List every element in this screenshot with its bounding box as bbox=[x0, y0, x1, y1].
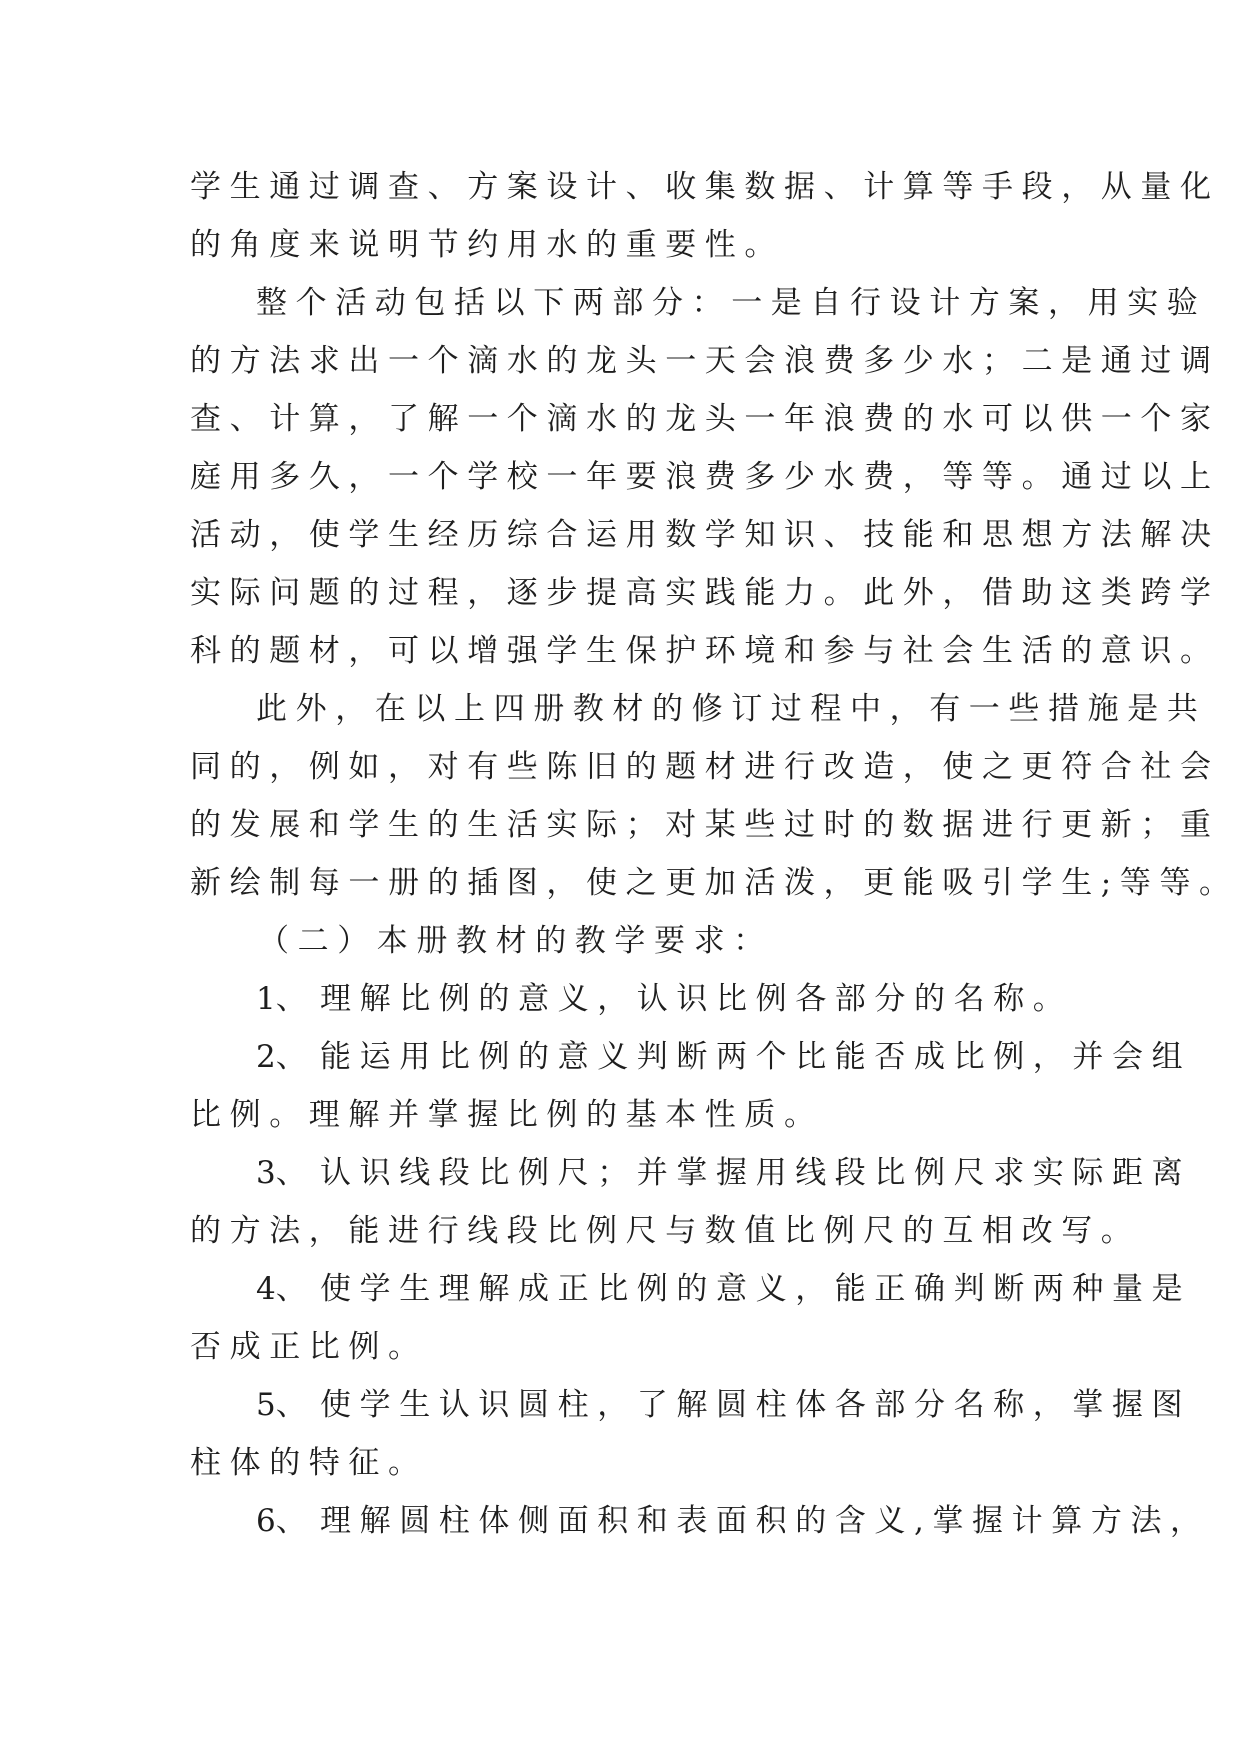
list-number: 3、 bbox=[256, 1155, 307, 1191]
text-line: 的方法求出一个滴水的龙头一天会浪费多少水；二是通过调 bbox=[190, 343, 1220, 379]
list-number: 4、 bbox=[256, 1271, 307, 1307]
text-line: 活动，使学生经历综合运用数学知识、技能和思想方法解决 bbox=[190, 517, 1220, 553]
text-line: 庭用多久，一个学校一年要浪费多少水费，等等。通过以上 bbox=[190, 459, 1220, 495]
section-heading: （二）本册教材的教学要求： bbox=[258, 923, 773, 959]
list-text: 理解比例的意义，认识比例各部分的名称。 bbox=[320, 981, 1073, 1017]
list-item bbox=[256, 1037, 1192, 1077]
list-text: 使学生理解成正比例的意义，能正确判断两种量是 bbox=[320, 1271, 1192, 1307]
list-item bbox=[256, 1153, 1192, 1193]
list-number: 6、 bbox=[256, 1503, 307, 1539]
text-line: 的角度来说明节约用水的重要性。 bbox=[190, 227, 784, 263]
text-line: 此外，在以上四册教材的修订过程中，有一些措施是共 bbox=[256, 691, 1207, 727]
list-number: 1、 bbox=[256, 981, 307, 1017]
text-line: 比例。理解并掌握比例的基本性质。 bbox=[190, 1097, 824, 1133]
text-line: 实际问题的过程，逐步提高实践能力。此外，借助这类跨学 bbox=[190, 575, 1220, 611]
text-line: 的发展和学生的生活实际；对某些过时的数据进行更新；重 bbox=[190, 807, 1220, 843]
text-line: 新绘制每一册的插图，使之更加活泼，更能吸引学生;等等。 bbox=[190, 865, 1239, 901]
list-text: 理解圆柱体侧面积和表面积的含义,掌握计算方法， bbox=[320, 1503, 1210, 1539]
list-item bbox=[256, 979, 1136, 1019]
text-line: 学生通过调查、方案设计、收集数据、计算等手段，从量化 bbox=[190, 169, 1220, 205]
list-number: 5、 bbox=[256, 1387, 307, 1423]
text-line: 科的题材，可以增强学生保护环境和参与社会生活的意识。 bbox=[190, 633, 1220, 669]
text-line: 同的，例如，对有些陈旧的题材进行改造，使之更符合社会 bbox=[190, 749, 1220, 785]
text-line: 的方法，能进行线段比例尺与数值比例尺的互相改写。 bbox=[190, 1213, 1141, 1249]
text-line: 否成正比例。 bbox=[190, 1329, 428, 1365]
text-line: 整个活动包括以下两部分：一是自行设计方案，用实验 bbox=[256, 285, 1207, 321]
list-text: 认识线段比例尺；并掌握用线段比例尺求实际距离 bbox=[320, 1155, 1192, 1191]
list-text: 使学生认识圆柱，了解圆柱体各部分名称，掌握图 bbox=[320, 1387, 1192, 1423]
list-item bbox=[256, 1269, 1192, 1309]
text-line: 查、计算，了解一个滴水的龙头一年浪费的水可以供一个家 bbox=[190, 401, 1220, 437]
text-line: 柱体的特征。 bbox=[190, 1445, 428, 1481]
list-item bbox=[256, 1501, 1210, 1541]
list-text: 能运用比例的意义判断两个比能否成比例，并会组 bbox=[320, 1039, 1192, 1075]
list-number: 2、 bbox=[256, 1039, 307, 1075]
list-item bbox=[256, 1385, 1192, 1425]
